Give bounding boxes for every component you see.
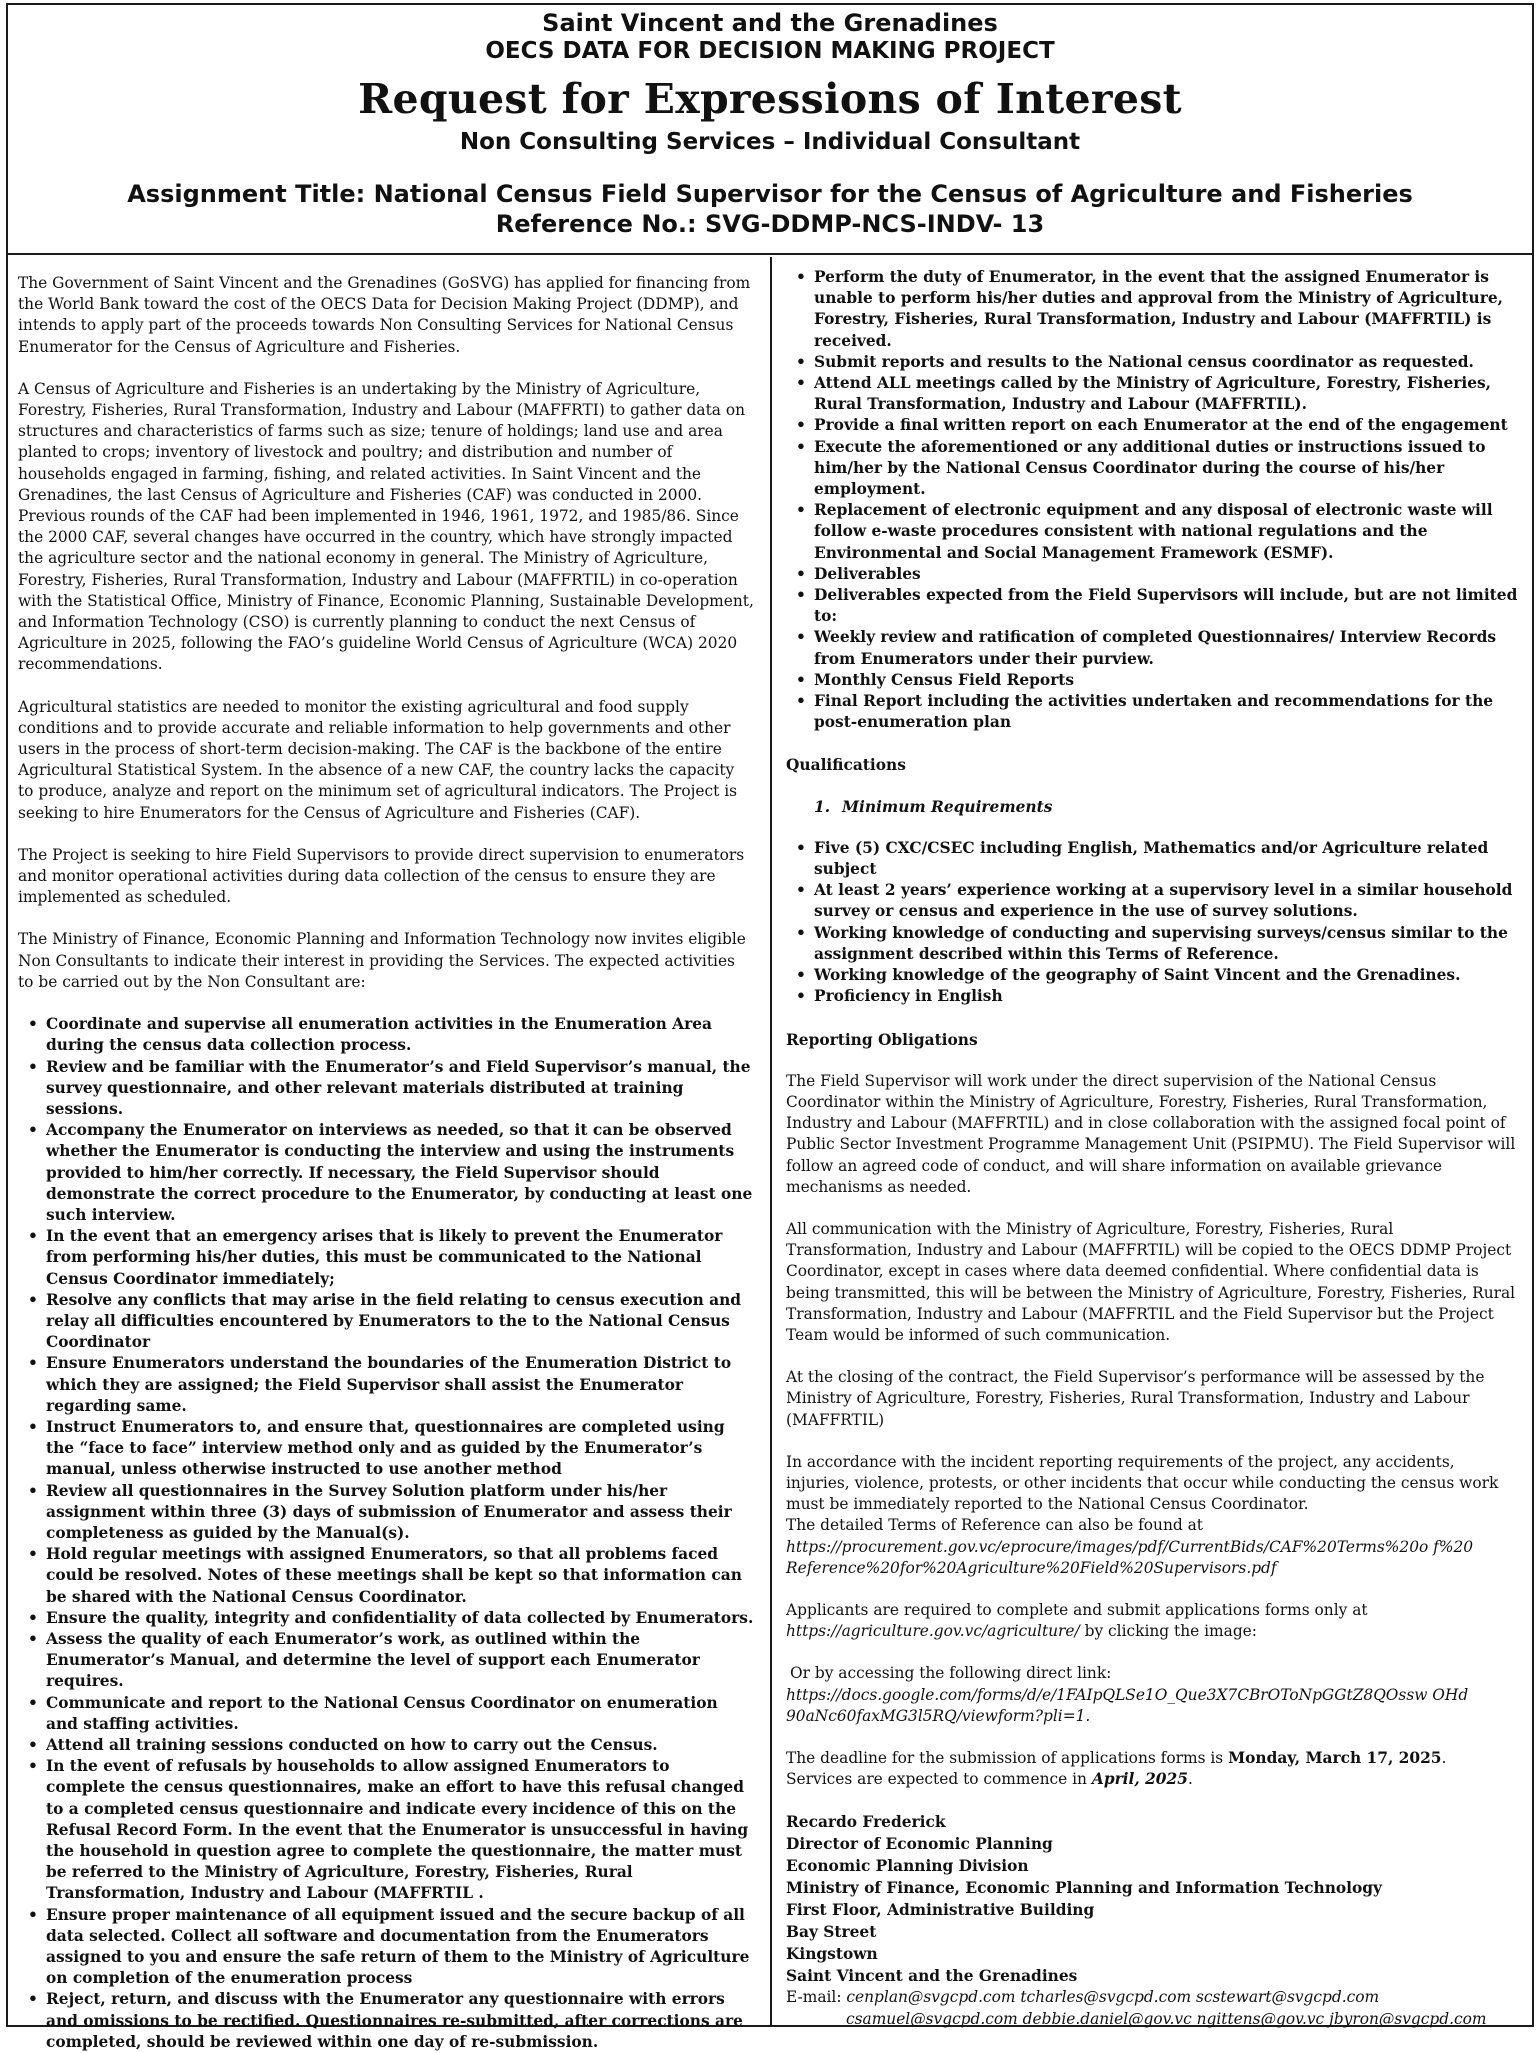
list-item: • In the event of refusals by households to allow assigned Enumerators to complete the census questionnaires, make an effort to have this refusal changed to a completed census questionnaire and indicate every incidence of this on the Refusal Record Form. In the event that the Enumerator is unsuccessful in having the household in question agree to complete the questionnaire, the matter must be referred to the Ministry of Agriculture, Forestry, Fisheries, Rural Transformation, Industry and Labour (MAFFRTIL . (18, 1756, 754, 1904)
list-item: • Proficiency in English (786, 986, 1522, 1007)
list-item: • Ensure Enumerators understand the boundaries of the Enumeration District to which they are assigned; the Field Supervisor shall assist the Enumerator regarding same. (18, 1353, 754, 1417)
commence-line (786, 1769, 1522, 1790)
deadline-prefix: The deadline for the submission of applications forms is (786, 1748, 1229, 1767)
list-item: • Final Report including the activities undertaken and recommendations for the post-enumeration plan (786, 691, 1522, 733)
commence-suffix: . (1187, 1770, 1193, 1789)
deadline-date: Monday, March 17, 2025 (1228, 1748, 1442, 1767)
qualifications-list (786, 838, 1522, 1008)
apply-suffix: by clicking the image: (1079, 1622, 1257, 1641)
apply-link[interactable]: https://agriculture.gov.vc/agriculture/ (786, 1622, 1080, 1641)
list-item: • Deliverables expected from the Field Supervisors will include, but are not limited to: (786, 585, 1522, 627)
reference-number: Reference No.: SVG-DDMP-NCS-INDV- 13 (495, 210, 1045, 238)
list-item: • Attend all training sessions conducted on how to carry out the Census. (18, 1735, 754, 1756)
document-header (8, 5, 1532, 255)
email-label: E-mail: (786, 1988, 847, 2007)
list-item: • Accompany the Enumerator on interviews as needed, so that it can be observed whether the Enumerator is conducting the interview and using the instruments provided to him/her correctly. If necessary, the Field Supervisor should demonstrate the correct procedure to the Enumerator, by conducting at least one such interview. (18, 1120, 754, 1226)
list-item: • Weekly review and ratification of completed Questionnaires/ Interview Records from Enumerators under their purview. (786, 627, 1522, 669)
qualifications-heading: Qualifications (786, 756, 906, 775)
email-line-1 (786, 1987, 1522, 2008)
apply-line (786, 1621, 1522, 1642)
apply-intro: Applicants are required to complete and submit applications forms only at (786, 1600, 1368, 1619)
address-line: First Floor, Administrative Building (786, 1901, 1095, 1920)
page-subtitle: Non Consulting Services – Individual Consultant (459, 129, 1081, 155)
activities-list (18, 1014, 754, 2053)
signatory-title: Director of Economic Planning (786, 1835, 1053, 1854)
minimum-requirements-label: Minimum Requirements (842, 797, 1053, 816)
minimum-requirements-number: 1. (814, 797, 831, 816)
project-name: OECS DATA FOR DECISION MAKING PROJECT (485, 38, 1055, 64)
list-item: • Execute the aforementioned or any additional duties or instructions issued to him/her by the National Census Coordinator during the course of his/her employment. (786, 437, 1522, 501)
direct-link[interactable]: https://docs.google.com/forms/d/e/1FAIpQLSe1O_Que3X7CBrOToNpGGtZ8QOssw OHd 90aNc60faxMG3l5RQ/viewform?pli=1. (786, 1685, 1469, 1725)
signatory-name: Recardo Frederick (786, 1813, 946, 1832)
list-item: • Reject, return, and discuss with the Enumerator any questionnaire with errors and omissions to be rectified. Questionnaires re-submitted, after corrections are completed, should be reviewed within one day of re-submission. (18, 1989, 754, 2053)
list-item: • Monthly Census Field Reports (786, 670, 1522, 691)
commence-prefix: Services are expected to commence in (786, 1770, 1092, 1789)
list-item: • In the event that an emergency arises that is likely to prevent the Enumerator from performing his/her duties, this must be communicated to the National Census Coordinator immediately; (18, 1226, 754, 1290)
address-line: Kingstown (786, 1945, 878, 1964)
list-item: • Resolve any conflicts that may arise in the field relating to census execution and relay all difficulties encountered by Enumerators to the to the National Census Coordinator (18, 1290, 754, 1354)
page-title: Request for Expressions of Interest (358, 75, 1182, 123)
direct-link-intro: Or by accessing the following direct link: (790, 1664, 1112, 1683)
commence-date: April, 2025 (1091, 1770, 1188, 1789)
list-item: • Hold regular meetings with assigned Enumerators, so that all problems faced could be resolved. Notes of these meetings shall be kept so that information can be shared with the National Census Coordinator. (18, 1544, 754, 1608)
invitation-paragraph: The Ministry of Finance, Economic Planning and Information Technology now invites eligible Non Consultants to indicate their interest in providing the Services. The expected activities to be carried out by the Non Consultant are: (18, 930, 746, 991)
body-columns (8, 257, 1532, 2051)
reporting-paragraph: The Field Supervisor will work under the direct supervision of the National Census Coordinator within the Ministry of Agriculture, Forestry, Fisheries, Rural Transformation, Industry and Labour (MAFFRTIL) and in close collaboration with the assigned focal point of Public Sector Investment Programme Management Unit (PSIPMU). The Field Supervisor will follow an agreed code of conduct, and will share information on available grievance mechanisms as needed. (786, 1071, 1516, 1196)
list-item: • At least 2 years’ experience working at a supervisory level in a similar household survey or census and experience in the use of survey solutions. (786, 880, 1522, 922)
incident-paragraph: In accordance with the incident reporting requirements of the project, any accidents, injuries, violence, protests, or other incidents that occur while conducting the census work must be immediately reported to the National Census Coordinator. (786, 1452, 1499, 1514)
document-page (6, 3, 1534, 2051)
list-item: • Provide a final written report on each Enumerator at the end of the engagement (786, 415, 1522, 436)
list-item: • Working knowledge of conducting and supervising surveys/census similar to the assignment described within this Terms of Reference. (786, 923, 1522, 965)
country-name: Saint Vincent and the Grenadines (542, 9, 998, 37)
list-item: • Ensure the quality, integrity and confidentiality of data collected by Enumerators. (18, 1608, 754, 1629)
email-addresses[interactable]: cenplan@svgcpd.com tcharles@svgcpd.com scstewart@svgcpd.com (846, 1988, 1380, 2007)
signatory-division: Economic Planning Division (786, 1857, 1029, 1876)
list-item: • Submit reports and results to the National census coordinator as requested. (786, 352, 1522, 373)
list-item: • Ensure proper maintenance of all equipment issued and the secure backup of all data selected. Collect all software and documentation from the Enumerators assigned to you and ensure the safe return of them to the Ministry of Agriculture on completion of the enumeration process (18, 1905, 754, 1990)
list-item: • Communicate and report to the National Census Coordinator on enumeration and staffing activities. (18, 1693, 754, 1735)
agri-statistics-paragraph: Agricultural statistics are needed to monitor the existing agricultural and food supply conditions and to provide accurate and reliable information to help governments and other users in the process of short-term decision-making. The CAF is the backbone of the entire Agricultural Statistical System. In the absence of a new CAF, the country lacks the capacity to produce, analyze and report on the minimum set of agricultural indicators. The Project is seeking to hire Enumerators for the Census of Agriculture and Fisheries (CAF). (18, 697, 738, 822)
list-item: • Five (5) CXC/CSEC including English, Mathematics and/or Agriculture related subject (786, 838, 1522, 880)
list-item: • Review and be familiar with the Enumerator’s and Field Supervisor’s manual, the survey questionnaire, and other relevant materials distributed at training sessions. (18, 1057, 754, 1121)
list-item: • Working knowledge of the geography of Saint Vincent and the Grenadines. (786, 965, 1522, 986)
census-description-paragraph: A Census of Agriculture and Fisheries is an undertaking by the Ministry of Agriculture, Forestry, Fisheries, Rural Transformation, Industry and Labour (MAFFRTI) to gather data on structures and characteristics of farms such as size; tenure of holdings; land use and area planted to crops; inventory of livestock and poultry; and distribution and number of households engaged in farming, fishing, and related activities. In Saint Vincent and the Grenadines, the last Census of Agriculture and Fisheries (CAF) was conducted in 2000. Previous rounds of the CAF had been implemented in 1946, 1961, 1972, and 1985/86. Since the 2000 CAF, several changes have occurred in the country, which have strongly impacted the agriculture sector and the national economy in general. The Ministry of Agriculture, Forestry, Fisheries, Rural Transformation, Industry and Labour (MAFFRTIL) in co-operation with the Statistical Office, Ministry of Finance, Economic Planning, Sustainable Development, and Information Technology (CSO) is currently planning to conduct the next Census of Agriculture in 2025, following the FAO’s guideline World Census of Agriculture (WCA) 2020 recommendations. (18, 379, 754, 674)
minimum-requirements-heading (814, 797, 1522, 818)
email-addresses-line-2[interactable]: csamuel@svgcpd.com debbie.daniel@gov.vc ngittens@gov.vc jbyron@svgcpd.com (846, 2009, 1487, 2028)
email-block (786, 1987, 1522, 2029)
list-item: • Perform the duty of Enumerator, in the event that the assigned Enumerator is unable to perform his/her duties and approval from the Ministry of Agriculture, Forestry, Fisheries, Rural Transformation, Industry and Labour (MAFFRTIL) is received. (786, 267, 1522, 352)
assignment-title: Assignment Title: National Census Field Supervisor for the Census of Agriculture and Fisheries (127, 180, 1413, 208)
intro-paragraph: The Government of Saint Vincent and the Grenadines (GoSVG) has applied for financing from the World Bank toward the cost of the OECS Data for Decision Making Project (DDMP), and intends to apply part of the proceeds towards Non Consulting Services for National Census Enumerator for the Census of Agriculture and Fisheries. (18, 274, 751, 356)
list-item: • Instruct Enumerators to, and ensure that, questionnaires are completed using the “face to face” interview method only and as guided by the Enumerator’s manual, unless otherwise instructed to use another method (18, 1417, 754, 1481)
list-item: • Replacement of electronic equipment and any disposal of electronic waste will follow e-waste procedures consistent with national regulations and the Environmental and Social Management Framework (ESMF). (786, 500, 1522, 564)
list-item: • Review all questionnaires in the Survey Solution platform under his/her assignment within three (3) days of submission of Enumerator and assess their completeness as guided by the Manual(s). (18, 1481, 754, 1545)
duties-list (786, 267, 1522, 733)
signatory-ministry: Ministry of Finance, Economic Planning and Information Technology (786, 1879, 1382, 1898)
tor-link[interactable]: https://procurement.gov.vc/eprocure/images/pdf/CurrentBids/CAF%20Terms%20o f%20 Reference%20for%20Agriculture%20Field%20Supervisors.pdf (786, 1537, 1474, 1577)
deadline-suffix: . (1441, 1748, 1447, 1767)
assessment-paragraph: At the closing of the contract, the Field Supervisor’s performance will be assessed by the Ministry of Agriculture, Forestry, Fisheries, Rural Transformation, Industry and Labour (MAFFRTIL) (786, 1368, 1485, 1429)
left-column (8, 257, 772, 2051)
communication-paragraph: All communication with the Ministry of Agriculture, Forestry, Fisheries, Rural Transformation, Industry and Labour (MAFFRTIL) will be copied to the OECS DDMP Project Coordinator, except in cases where data deemed confidential. Where confidential data is being transmitted, this will be between the Ministry of Agriculture, Forestry, Fisheries, Rural Transformation, Industry and Labour (MAFFRTIL and the Field Supervisor but the Project Team would be informed of such communication. (786, 1219, 1516, 1344)
field-supervisor-paragraph: The Project is seeking to hire Field Supervisors to provide direct supervision to enumerators and monitor operational activities during data collection of the census to ensure they are implemented as scheduled. (18, 845, 745, 907)
address-line: Saint Vincent and the Grenadines (786, 1967, 1078, 1986)
list-item: • Deliverables (786, 564, 1522, 585)
list-item: • Attend ALL meetings called by the Ministry of Agriculture, Forestry, Fisheries, Rural Transformation, Industry and Labour (MAFFRTIL). (786, 373, 1522, 415)
deadline-line (786, 1748, 1522, 1769)
right-column (772, 257, 1532, 2028)
tor-intro: The detailed Terms of Reference can also be found at (786, 1516, 1203, 1535)
list-item: • Assess the quality of each Enumerator’s work, as outlined within the Enumerator’s Manual, and determine the level of support each Enumerator requires. (18, 1629, 754, 1693)
list-item: • Coordinate and supervise all enumeration activities in the Enumeration Area during the census data collection process. (18, 1014, 754, 1056)
address-line: Bay Street (786, 1923, 877, 1942)
reporting-heading: Reporting Obligations (786, 1030, 978, 1049)
signature-block (786, 1811, 1522, 1987)
